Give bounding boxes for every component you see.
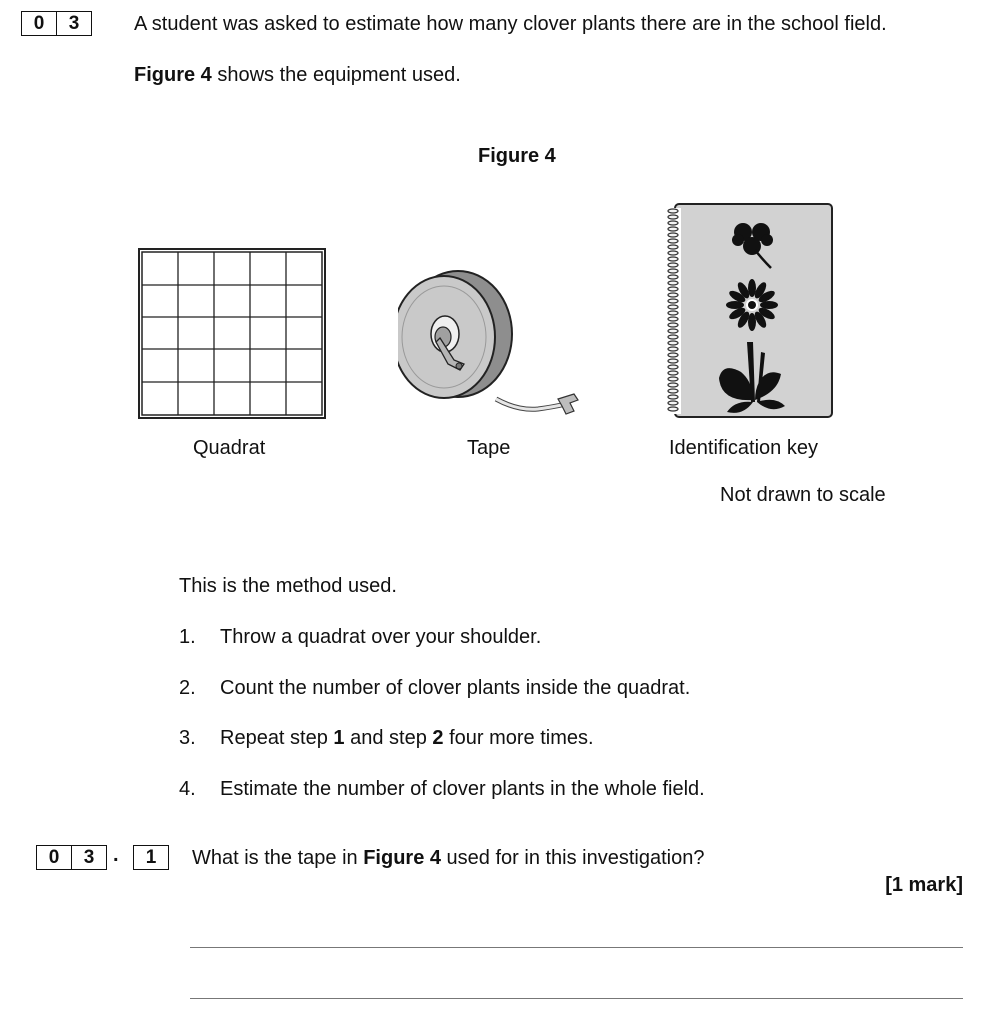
figure-reference-bold: Figure 4 (134, 64, 212, 86)
step-text-part: Repeat step (220, 727, 334, 749)
method-intro: This is the method used. (179, 575, 397, 597)
subquestion-text-part: What is the tape in (192, 847, 364, 869)
step-number: 1. (179, 626, 196, 648)
step-text-part: and step (344, 727, 433, 749)
method-step (179, 676, 690, 700)
tape-measure-illustration (398, 266, 584, 418)
step-number: 3. (179, 727, 196, 749)
step-text: Count the number of clover plants inside the quadrat. (220, 677, 691, 699)
answer-line[interactable] (190, 998, 963, 999)
step-number: 4. (179, 778, 196, 800)
subquestion-number-box (36, 845, 107, 870)
step-ref-bold: 1 (333, 727, 345, 749)
step-text-part: four more times. (443, 727, 594, 749)
subquestion-part-box (133, 845, 169, 870)
method-step (179, 625, 541, 649)
step-text: Throw a quadrat over your shoulder. (220, 626, 542, 648)
figure-title: Figure 4 (478, 145, 556, 167)
quadrat-illustration (138, 248, 326, 419)
subquestion-dot: . (113, 844, 119, 866)
identification-key-label: Identification key (669, 437, 818, 459)
question-number-box (21, 11, 92, 36)
figure-reference (134, 63, 461, 87)
marks-label: [1 mark] (885, 874, 963, 896)
step-ref-bold: 2 (432, 727, 444, 749)
quadrat-label: Quadrat (193, 437, 266, 459)
subquestion-part: 1 (145, 846, 157, 868)
subquestion-text-part: used for in this investigation? (441, 847, 705, 869)
subquestion-digit: 0 (48, 846, 60, 868)
answer-line[interactable] (190, 947, 963, 948)
step-text (220, 727, 594, 749)
question-digit: 3 (56, 12, 91, 35)
method-step (179, 777, 705, 801)
figure-reference-text: shows the equipment used. (211, 64, 461, 86)
question-intro: A student was asked to estimate how many clover plants there are in the school field. (134, 13, 887, 35)
step-text: Estimate the number of clover plants in the whole field. (220, 778, 705, 800)
tape-label: Tape (467, 437, 511, 459)
subquestion-text (192, 846, 705, 870)
step-number: 2. (179, 677, 196, 699)
question-digit: 0 (33, 12, 45, 34)
identification-key-illustration (663, 202, 837, 420)
subquestion-figure-ref: Figure 4 (363, 847, 441, 869)
subquestion-digit: 3 (71, 846, 106, 869)
scale-note: Not drawn to scale (720, 484, 886, 506)
method-step (179, 726, 594, 750)
